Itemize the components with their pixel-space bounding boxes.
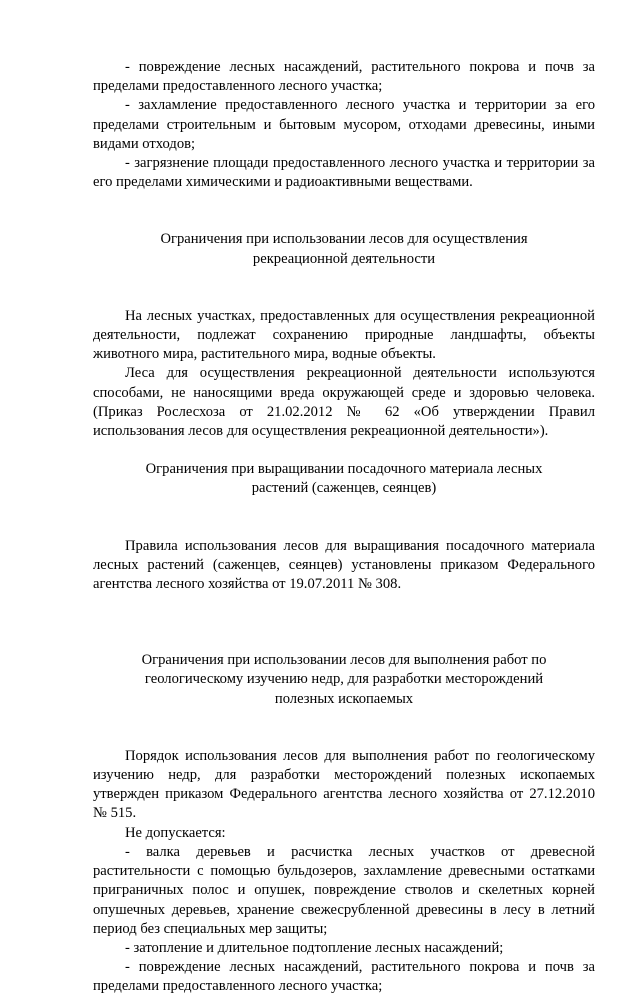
body-paragraph: На лесных участках, предоставленных для осуществления рекреационной деятельности, подлежат сохранению природные ландшафты, объекты животного мира, растительного мира, водные объекты. xyxy=(93,307,595,363)
body-paragraph: Леса для осуществления рекреационной деятельности используются способами, не наносящими вреда окружающей среде и здоровью человека. (Приказ Рослесхоза от 21.02.2012 № 62 «Об утверждении Правил использования лесов для осуществления рекреационной деятельности»). xyxy=(93,365,595,440)
body-paragraph: Не допускается: xyxy=(125,824,226,841)
section-heading-recreation: Ограничения при использовании лесов для осуществления рекреационной деятельности xyxy=(160,231,528,267)
bullet-paragraph: - валка деревьев и расчистка лесных участков от древесной растительности с помощью бульдозеров, захламление древесными остатками приграничных полос и опушек, повреждение стволов и скелетных корней опушечных деревьев, хранение свежесрубленной древесины в лесу в летний период без специальных мер защиты; xyxy=(93,843,595,937)
bullet-paragraph: - захламление предоставленного лесного участка и территории за его пределами строительным и бытовым мусором, отходами древесины, иными видами отходов; xyxy=(93,97,595,152)
bullet-paragraph: - повреждение лесных насаждений, растительного покрова и почв за пределами предоставленного лесного участка; xyxy=(93,959,595,995)
bullet-paragraph: - загрязнение площади предоставленного лесного участка и территории за его пределами химическими и радиоактивными веществами. xyxy=(93,155,595,191)
body-paragraph: Правила использования лесов для выращивания посадочного материала лесных растений (саженцев, сеянцев) установлены приказом Федерального агентства лесного хозяйства от 19.07.2011 № 308. xyxy=(93,537,595,593)
bullet-paragraph: - повреждение лесных насаждений, растительного покрова и почв за пределами предоставленного лесного участка; xyxy=(93,59,595,95)
body-paragraph: Порядок использования лесов для выполнения работ по геологическому изучению недр, для разработки месторождений полезных ископаемых утвержден приказом Федерального агентства лесного хозяйства от 27.12.2010 № 515. xyxy=(93,747,595,822)
document-body xyxy=(93,58,595,997)
section-heading-geology: Ограничения при использовании лесов для выполнения работ по геологическому изучению недр, для разработки месторождений полезных ископаемых xyxy=(141,652,547,707)
section-heading-seedlings: Ограничения при выращивании посадочного материала лесных растений (саженцев, сеянцев) xyxy=(145,461,543,497)
bullet-paragraph: - затопление и длительное подтопление лесных насаждений; xyxy=(125,939,504,956)
